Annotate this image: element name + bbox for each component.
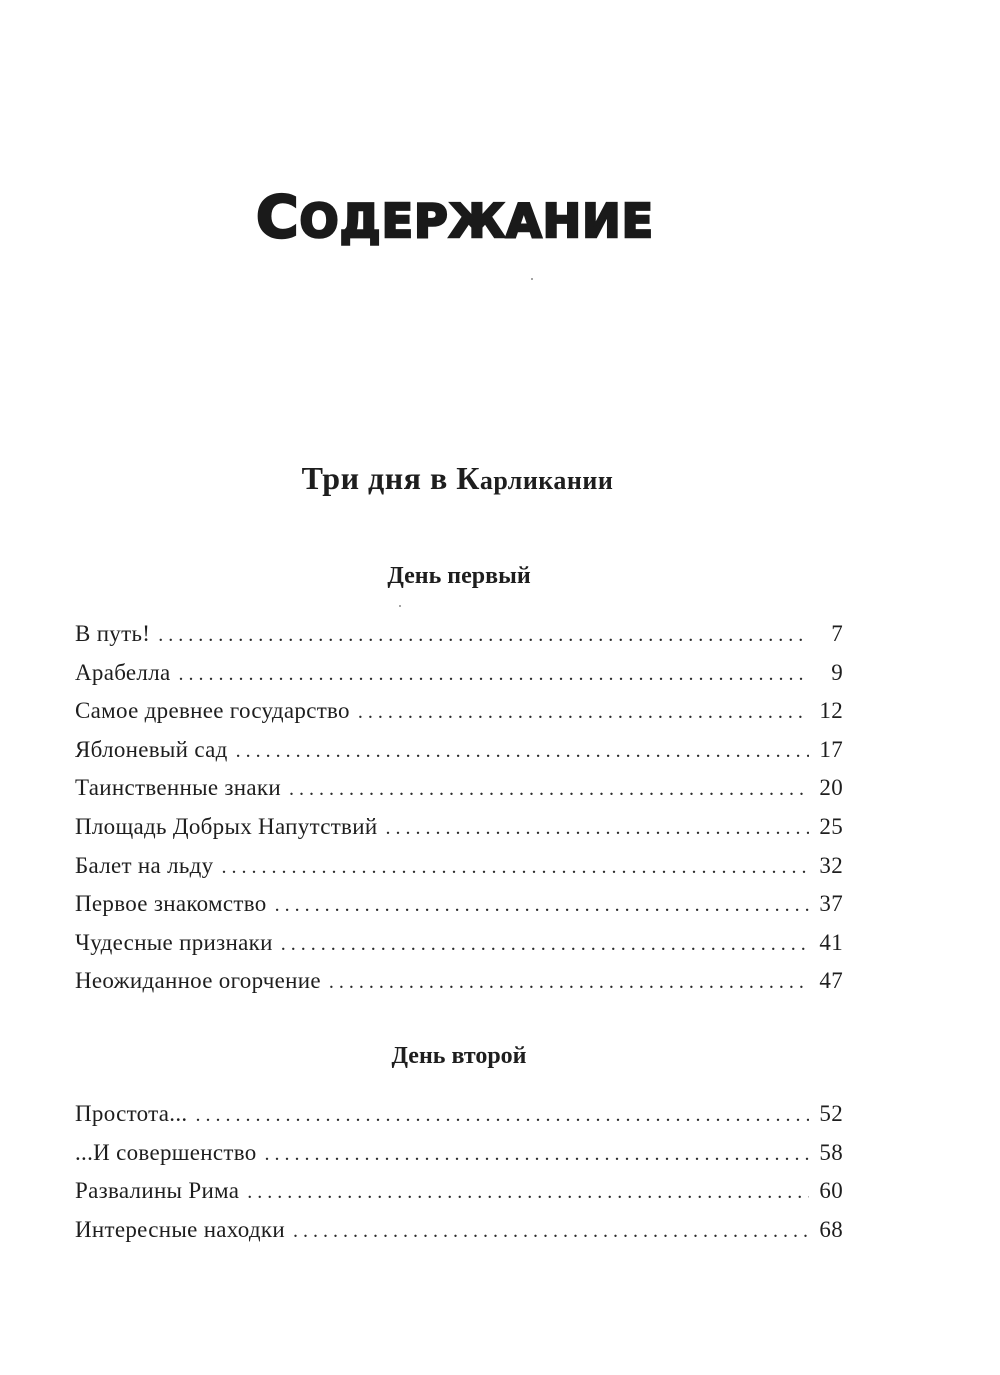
toc-entry[interactable] bbox=[75, 924, 843, 963]
toc-list bbox=[75, 615, 843, 1001]
toc-entry-title: Интересные находки bbox=[75, 1216, 285, 1242]
dot-leader bbox=[358, 693, 809, 732]
toc-entry[interactable] bbox=[75, 1211, 843, 1250]
toc-entry[interactable] bbox=[75, 731, 843, 770]
toc-entry-title: ...И совершенство bbox=[75, 1139, 257, 1165]
dot-leader bbox=[385, 809, 809, 848]
toc-entry-title: Балет на льду bbox=[75, 852, 214, 878]
toc-entry-title: Чудесные признаки bbox=[75, 929, 273, 955]
toc-entry[interactable] bbox=[75, 962, 843, 1001]
dot-leader bbox=[329, 963, 809, 1002]
toc-entry-page: 58 bbox=[819, 1139, 843, 1165]
toc-section-day-two bbox=[75, 1044, 843, 1249]
toc-entry-title: Самое древнее государство bbox=[75, 698, 350, 724]
toc-entry[interactable] bbox=[75, 1095, 843, 1134]
print-speck bbox=[531, 278, 533, 280]
toc-entry[interactable] bbox=[75, 1172, 843, 1211]
toc-entry-page: 41 bbox=[819, 929, 843, 955]
toc-entry-title: Простота... bbox=[75, 1101, 188, 1126]
toc-entry-page: 47 bbox=[819, 968, 843, 994]
toc-entry-page: 52 bbox=[819, 1101, 843, 1126]
dot-leader bbox=[265, 1135, 809, 1174]
toc-entry-page: 37 bbox=[819, 891, 843, 917]
dot-leader bbox=[293, 1212, 809, 1251]
dot-leader bbox=[221, 848, 809, 887]
page-title-initial: С bbox=[255, 183, 300, 251]
toc-entry[interactable] bbox=[75, 692, 843, 731]
book-title bbox=[0, 462, 915, 494]
toc-entry-title: Таинственные знаки bbox=[75, 775, 282, 801]
toc-entry[interactable] bbox=[75, 808, 843, 847]
section-heading: День второй bbox=[391, 1043, 527, 1069]
toc-entry[interactable] bbox=[75, 615, 843, 654]
toc-entry-page: 68 bbox=[819, 1216, 843, 1242]
dot-leader bbox=[289, 770, 809, 809]
toc-entry-title: Первое знакомство bbox=[75, 891, 267, 917]
toc-entry[interactable] bbox=[75, 1134, 843, 1173]
toc-entry[interactable] bbox=[75, 769, 843, 808]
toc-entry-page: 12 bbox=[819, 698, 843, 724]
toc-entry-page: 32 bbox=[819, 852, 843, 878]
dot-leader bbox=[179, 655, 810, 694]
toc-entry-title: Развалины Рима bbox=[75, 1178, 240, 1204]
toc-entry-page: 17 bbox=[819, 736, 843, 762]
toc-entry-page: 7 bbox=[831, 621, 843, 646]
dot-leader bbox=[236, 732, 809, 771]
toc-section-day-one bbox=[75, 564, 843, 1001]
dot-leader bbox=[247, 1173, 809, 1212]
page-title bbox=[0, 183, 910, 251]
dot-leader bbox=[195, 1096, 809, 1135]
page-title-rest: ОДЕРЖАНИЕ bbox=[299, 194, 655, 248]
toc-entry-title: Площадь Добрых Напутствий bbox=[75, 813, 378, 839]
dot-leader bbox=[275, 886, 809, 925]
toc-entry-title: Арабелла bbox=[75, 659, 171, 685]
toc-entry-page: 9 bbox=[831, 659, 843, 685]
toc-entry-title: В путь! bbox=[75, 621, 151, 646]
book-title-part-b: арликании bbox=[479, 466, 614, 495]
toc-entry-title: Неожиданное огорчение bbox=[75, 968, 321, 994]
toc-entry-page: 20 bbox=[819, 775, 843, 801]
toc-entry[interactable] bbox=[75, 847, 843, 886]
section-heading: День первый bbox=[387, 563, 531, 589]
dot-leader bbox=[158, 616, 809, 655]
toc-entry[interactable] bbox=[75, 885, 843, 924]
toc-entry-page: 60 bbox=[819, 1178, 843, 1204]
toc-entry-page: 25 bbox=[819, 813, 843, 839]
toc-entry-title: Яблоневый сад bbox=[75, 736, 228, 762]
toc-list bbox=[75, 1095, 843, 1249]
toc-entry[interactable] bbox=[75, 654, 843, 693]
dot-leader bbox=[281, 925, 809, 964]
book-title-part-a: Три дня в К bbox=[301, 460, 480, 496]
